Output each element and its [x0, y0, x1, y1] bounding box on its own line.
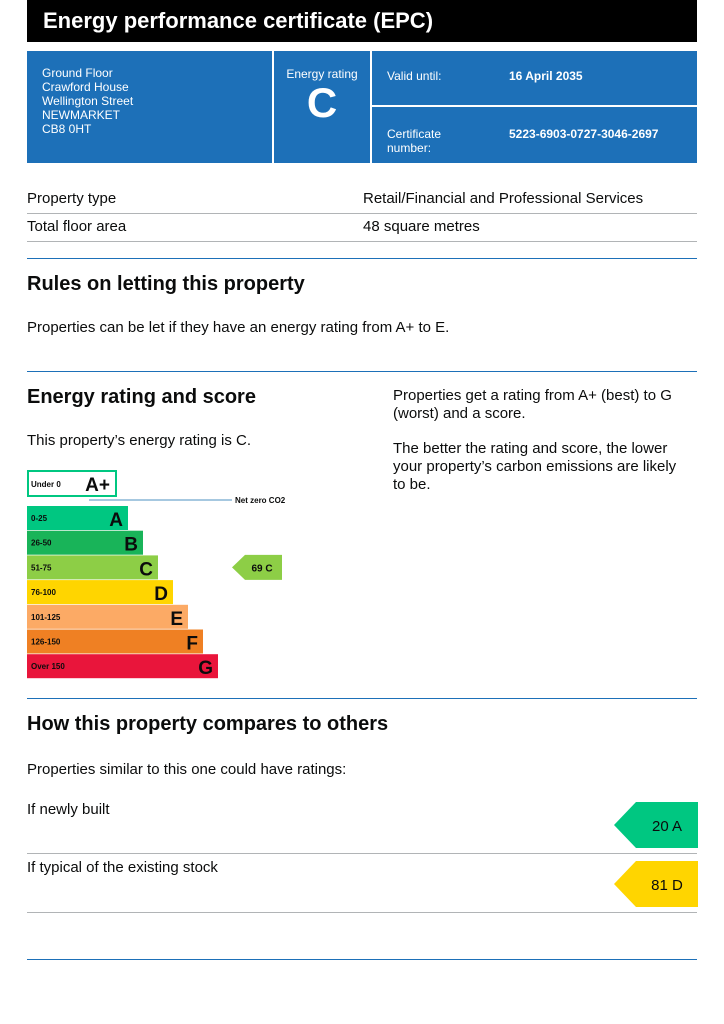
band-range-label: 76-100: [31, 588, 56, 598]
newly-built-rating-badge: [614, 802, 698, 848]
compare-heading: How this property compares to others: [27, 713, 389, 735]
band-letter: A: [109, 510, 123, 531]
divider: [27, 912, 697, 913]
current-rating-label: 69 C: [251, 563, 273, 575]
band-range-label: 51-75: [31, 563, 52, 573]
band-letter: G: [198, 658, 213, 680]
floor-area-label: Total floor area: [27, 218, 127, 235]
band-range-label: 0-25: [31, 514, 48, 523]
energy-rating-chart: [0, 0, 300, 700]
address-line: NEWMARKET: [42, 108, 120, 122]
property-type-label: Property type: [27, 190, 117, 207]
rating-badge-text: 20 A: [651, 818, 683, 835]
property-type-value: Retail/Financial and Professional Services: [363, 190, 644, 207]
address-line: Wellington Street: [42, 94, 134, 108]
band-letter: C: [139, 559, 153, 581]
compare-intro: Properties similar to this one could have ratings:: [27, 761, 347, 778]
page-title: Energy performance certificate (EPC): [43, 8, 434, 33]
typical-stock-rating-badge: [614, 861, 698, 907]
valid-until-value: 16 April 2035: [509, 69, 583, 83]
energy-explanation-1: Properties get a rating from A+ (best) to G (worst) and a score.: [393, 387, 672, 422]
band-range-label: 101-125: [31, 612, 61, 622]
energy-heading: Energy rating and score: [27, 386, 256, 408]
rules-heading: Rules on letting this property: [27, 273, 305, 295]
band-letter: E: [170, 608, 183, 630]
address-line: Crawford House: [42, 80, 129, 94]
energy-rating-label: Energy rating: [286, 67, 358, 81]
certificate-number-label: Certificate number:: [387, 127, 442, 155]
section-divider: [27, 698, 697, 699]
rating-badge-text: 81 D: [651, 877, 683, 894]
address-line: CB8 0HT: [42, 122, 92, 136]
energy-current-text: This property’s energy rating is C.: [27, 432, 251, 449]
section-divider: [27, 959, 697, 960]
band-letter: B: [124, 534, 138, 556]
band-range-label: 126-150: [31, 637, 61, 647]
rules-text: Properties can be let if they have an energy rating from A+ to E.: [27, 319, 450, 336]
energy-rating-letter: C: [306, 79, 338, 126]
floor-area-value: 48 square metres: [363, 218, 480, 235]
certificate-number-value: 5223-6903-0727-3046-2697: [509, 127, 659, 141]
band-letter: F: [186, 633, 198, 655]
divider: [370, 51, 372, 163]
band-range-label: 26-50: [31, 538, 52, 548]
typical-stock-label: If typical of the existing stock: [27, 859, 218, 876]
valid-until-label: Valid until:: [387, 69, 442, 83]
band-letter: D: [154, 584, 168, 606]
band-letter: A+: [85, 475, 110, 496]
band-range-label: Under 0: [31, 480, 61, 489]
divider: [27, 853, 697, 854]
net-zero-label: Net zero CO2: [235, 496, 286, 505]
band-range-label: Over 150: [31, 662, 65, 672]
divider: [372, 105, 697, 107]
energy-explanation-2: The better the rating and score, the lower your property’s carbon emissions are likely to be.: [393, 440, 677, 493]
address-line: Ground Floor: [42, 66, 113, 80]
newly-built-label: If newly built: [27, 801, 110, 818]
